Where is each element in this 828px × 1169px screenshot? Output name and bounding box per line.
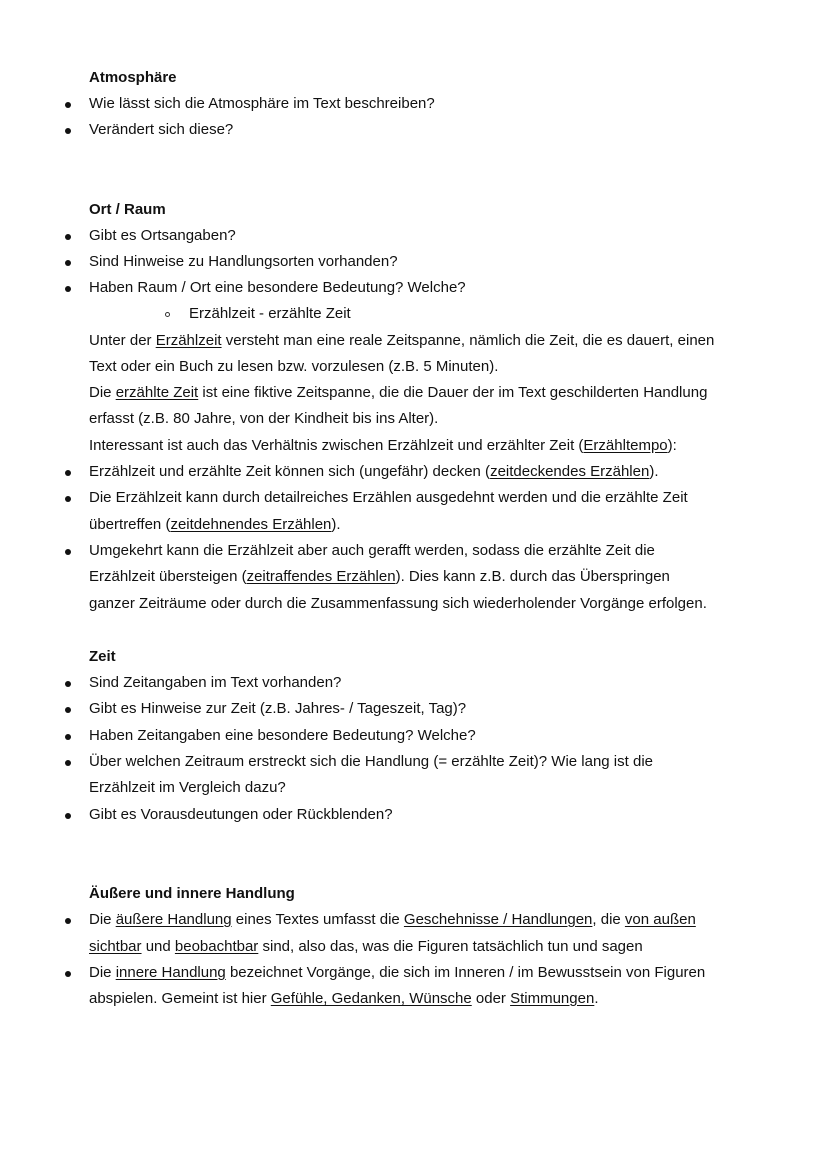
heading-ort-raum: Ort / Raum bbox=[89, 201, 166, 218]
underlined-term: Stimmungen bbox=[510, 990, 595, 1007]
bullet-icon bbox=[63, 726, 73, 746]
text-run: Gibt es Ortsangaben? bbox=[89, 227, 236, 244]
bullet-icon bbox=[63, 963, 73, 983]
paragraph-line bbox=[89, 331, 714, 351]
underlined-term: zeitdehnendes Erzählen bbox=[170, 516, 332, 533]
text-run: Die bbox=[89, 384, 116, 401]
text-run: versteht man eine reale Zeitspanne, nämlich die Zeit, die es dauert, einen bbox=[221, 332, 715, 349]
bullet-icon bbox=[63, 278, 73, 298]
list-item-continuation bbox=[89, 515, 341, 535]
underlined-term: Gefühle, Gedanken, Wünsche bbox=[270, 990, 472, 1007]
bullet-icon bbox=[63, 252, 73, 272]
text-run: Die Erzählzeit kann durch detailreiches Erzählen ausgedehnt werden und die erzählte Zeit bbox=[89, 489, 688, 506]
text-run: Erzählzeit übersteigen ( bbox=[89, 568, 247, 585]
bullet-icon bbox=[63, 910, 73, 930]
list-item-continuation bbox=[89, 567, 670, 587]
paragraph-line bbox=[89, 409, 438, 429]
bullet-icon bbox=[63, 488, 73, 508]
text-run: ist eine fiktive Zeitspanne, die die Dauer der im Text geschilderten Handlung bbox=[198, 384, 708, 401]
paragraph-line bbox=[89, 383, 707, 403]
text-run: übertreffen ( bbox=[89, 516, 171, 533]
bullet-icon bbox=[63, 805, 73, 825]
text-run: Haben Raum / Ort eine besondere Bedeutung? Welche? bbox=[89, 279, 466, 296]
underlined-term: äußere Handlung bbox=[115, 911, 232, 928]
list-item-continuation bbox=[89, 778, 286, 798]
hollow-bullet-icon bbox=[164, 304, 174, 324]
heading-zeit: Zeit bbox=[89, 648, 116, 665]
text-run: Sind Hinweise zu Handlungsorten vorhanden? bbox=[89, 253, 398, 270]
text-run: Gibt es Vorausdeutungen oder Rückblenden? bbox=[89, 806, 393, 823]
sub-list-item: Erzählzeit - erzählte Zeit bbox=[189, 305, 351, 322]
paragraph-line bbox=[89, 436, 677, 456]
bullet-icon bbox=[63, 120, 73, 140]
list-item-continuation bbox=[89, 594, 707, 614]
bullet-icon bbox=[63, 699, 73, 719]
underlined-term: Erzählzeit bbox=[155, 332, 222, 349]
text-run: Erzählzeit und erzählte Zeit können sich (ungefähr) decken ( bbox=[89, 463, 491, 480]
bullet-icon bbox=[63, 226, 73, 246]
underlined-term: zeitdeckendes Erzählen bbox=[490, 463, 650, 480]
text-run: , die bbox=[592, 911, 625, 928]
text-run: und bbox=[141, 938, 175, 955]
list-item bbox=[89, 726, 476, 746]
text-run: eines Textes umfasst die bbox=[231, 911, 404, 928]
underlined-term: zeitraffendes Erzählen bbox=[246, 568, 396, 585]
text-run: oder bbox=[471, 990, 511, 1007]
text-run: . bbox=[594, 990, 599, 1007]
text-run: sind, also das, was die Figuren tatsächlich tun und sagen bbox=[258, 938, 643, 955]
text-run: Umgekehrt kann die Erzählzeit aber auch gerafft werden, sodass die erzählte Zeit die bbox=[89, 542, 655, 559]
text-run: ): bbox=[667, 437, 677, 454]
bullet-icon bbox=[63, 541, 73, 561]
text-run: bezeichnet Vorgänge, die sich im Inneren / im Bewusstsein von Figuren bbox=[225, 964, 706, 981]
text-run: Interessant ist auch das Verhältnis zwischen Erzählzeit und erzählter Zeit ( bbox=[89, 437, 584, 454]
bullet-icon bbox=[63, 752, 73, 772]
text-run: Text oder ein Buch zu lesen bzw. vorzulesen (z.B. 5 Minuten). bbox=[89, 358, 499, 375]
text-run: Über welchen Zeitraum erstreckt sich die Handlung (= erzählte Zeit)? Wie lang ist die bbox=[89, 753, 653, 770]
underlined-term: Geschehnisse / Handlungen bbox=[403, 911, 593, 928]
list-item bbox=[89, 805, 393, 825]
list-item bbox=[89, 963, 705, 983]
text-run: Unter der bbox=[89, 332, 156, 349]
list-item bbox=[89, 673, 341, 693]
underlined-term: Erzähltempo bbox=[583, 437, 668, 454]
paragraph-line bbox=[89, 357, 498, 377]
text-run: Sind Zeitangaben im Text vorhanden? bbox=[89, 674, 342, 691]
text-run: Wie lässt sich die Atmosphäre im Text beschreiben? bbox=[89, 95, 435, 112]
bullet-icon bbox=[63, 462, 73, 482]
text-run: Die bbox=[89, 911, 116, 928]
text-run: ganzer Zeiträume oder durch die Zusammenfassung sich wiederholender Vorgänge erfolgen. bbox=[89, 595, 707, 612]
underlined-term: erzählte Zeit bbox=[115, 384, 199, 401]
text-run: Haben Zeitangaben eine besondere Bedeutung? Welche? bbox=[89, 727, 476, 744]
underlined-term: von außen bbox=[624, 911, 696, 928]
underlined-term: innere Handlung bbox=[115, 964, 226, 981]
text-run: abspielen. Gemeint ist hier bbox=[89, 990, 271, 1007]
list-item bbox=[89, 699, 466, 719]
list-item bbox=[89, 462, 659, 482]
list-item bbox=[89, 226, 236, 246]
text-run: ). bbox=[649, 463, 659, 480]
list-item-continuation bbox=[89, 937, 643, 957]
list-item bbox=[89, 278, 466, 298]
underlined-term: beobachtbar bbox=[174, 938, 259, 955]
list-item-continuation bbox=[89, 989, 598, 1009]
list-item bbox=[89, 541, 655, 561]
list-item bbox=[89, 488, 688, 508]
list-item bbox=[89, 910, 696, 930]
text-run: erfasst (z.B. 80 Jahre, von der Kindheit bis ins Alter). bbox=[89, 410, 439, 427]
text-run: Gibt es Hinweise zur Zeit (z.B. Jahres- / Tageszeit, Tag)? bbox=[89, 700, 467, 717]
bullet-icon bbox=[63, 94, 73, 114]
text-run: Die bbox=[89, 964, 116, 981]
list-item bbox=[89, 120, 233, 140]
heading-handlung: Äußere und innere Handlung bbox=[89, 885, 295, 902]
list-item bbox=[89, 94, 435, 114]
text-run: ). bbox=[331, 516, 341, 533]
heading-atmosphaere: Atmosphäre bbox=[89, 69, 177, 86]
list-item bbox=[89, 752, 653, 772]
list-item bbox=[89, 252, 398, 272]
text-run: ). Dies kann z.B. durch das Überspringen bbox=[395, 568, 670, 585]
text-run: Erzählzeit im Vergleich dazu? bbox=[89, 779, 286, 796]
text-run: Verändert sich diese? bbox=[89, 121, 234, 138]
bullet-icon bbox=[63, 673, 73, 693]
underlined-term: sichtbar bbox=[89, 938, 142, 955]
